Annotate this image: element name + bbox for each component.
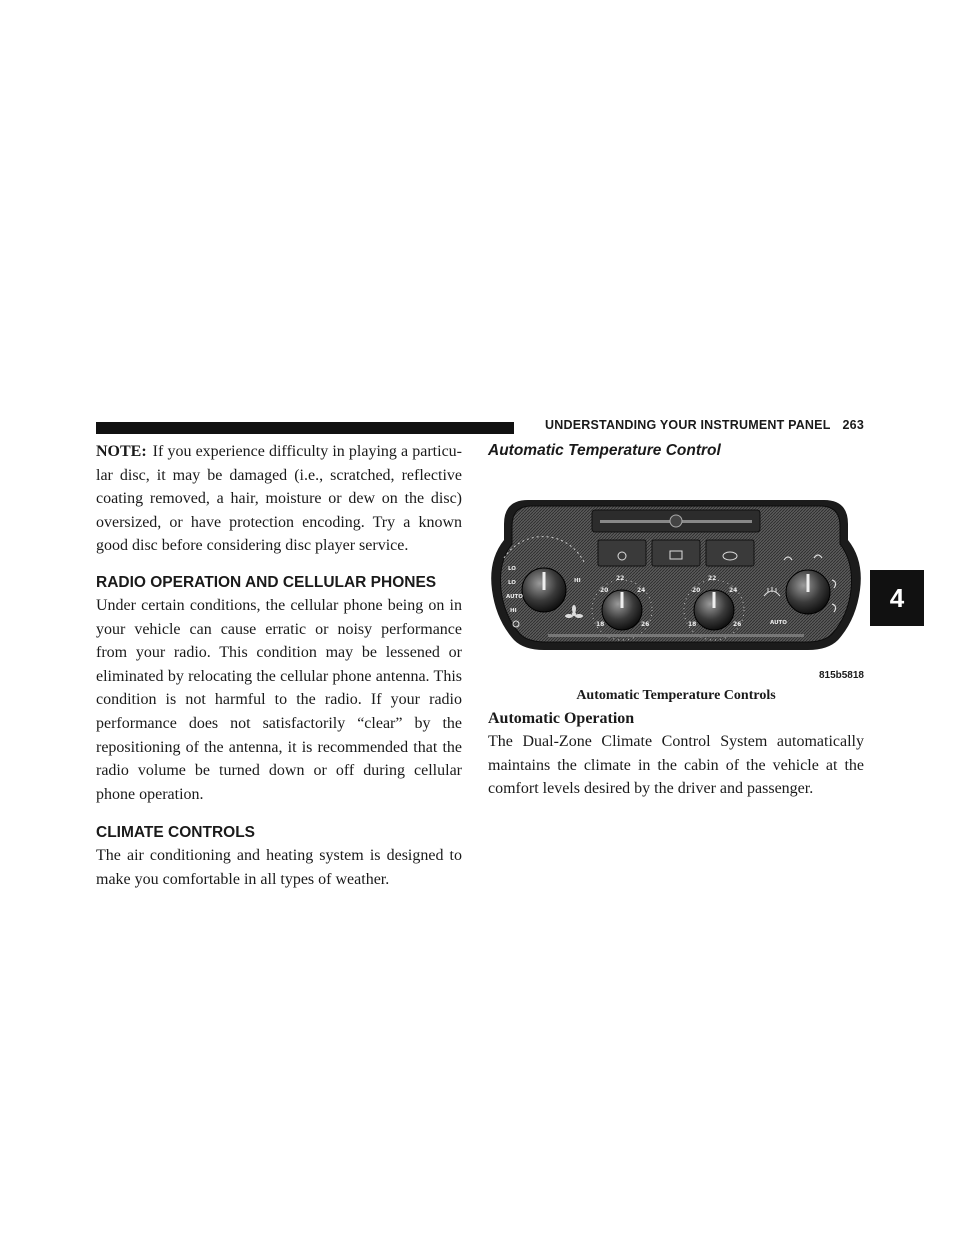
temp-right-24: 24 — [729, 587, 738, 594]
fan-label-lo-2: LO — [508, 580, 516, 586]
note-paragraph — [96, 440, 462, 558]
atc-heading: Automatic Temperature Control — [488, 442, 721, 459]
running-header — [528, 418, 864, 432]
fan-label-auto: AUTO — [506, 594, 523, 600]
chapter-tab: 4 — [870, 570, 924, 626]
temp-right-22: 22 — [708, 575, 717, 582]
figure-caption: Automatic Temperature Controls — [576, 688, 776, 703]
temp-right-20: 20 — [692, 587, 701, 594]
header-rule — [96, 422, 514, 434]
temp-left-24: 24 — [637, 587, 646, 594]
figure-id: 815b5818 — [818, 670, 864, 681]
temp-right-26: 26 — [733, 621, 742, 628]
right-column-bottom — [488, 708, 864, 801]
temp-left-18: 18 — [596, 621, 605, 628]
fan-label-lo-1: LO — [508, 566, 516, 572]
note-label: NOTE: — [96, 443, 147, 460]
climate-paragraph: The air conditioning and heating system is designed to make you comfortable in all types of weather. — [96, 847, 462, 888]
fan-label-hi-2: HI — [574, 578, 581, 584]
auto-operation-heading: Automatic Operation — [488, 710, 635, 727]
temp-left-26: 26 — [641, 621, 650, 628]
auto-operation-paragraph: The Dual-Zone Climate Control System automatically maintains the climate in the cabin of the vehicle at the comfort levels desired by the driver and passenger. — [488, 733, 864, 798]
temp-right-18: 18 — [688, 621, 697, 628]
temp-left-20: 20 — [600, 587, 609, 594]
radio-paragraph: Under certain conditions, the cellular phone being on in your vehicle can cause erratic or noisy performance from your radio. This condition may be lessened or eliminated by relocating the cellular phone antenna. This condition is not harmful to the radio. If your radio performance does not satisfactorily “clear” by the repositioning of the antenna, it is recommended that the radio volume be turned down or off during cellular phone operation. — [96, 596, 462, 803]
page-number: 263 — [842, 418, 864, 432]
fan-label-hi-1: HI — [510, 608, 517, 614]
climate-heading: CLIMATE CONTROLS — [96, 824, 256, 842]
mode-label-auto: AUTO — [770, 620, 787, 626]
section-title: UNDERSTANDING YOUR INSTRUMENT PANEL — [545, 418, 831, 432]
climate-panel-figure — [488, 500, 864, 700]
note-text: If you experience difficulty in playing a particu-lar disc, it may be damaged (i.e., scratched, reflective coating removed, a hair, moisture or dew on the disc) oversized, or have protection encoding. Try a known good disc before considering disc player service. — [96, 443, 462, 555]
left-column — [96, 440, 462, 892]
right-column-top — [488, 440, 864, 462]
temp-left-22: 22 — [616, 575, 625, 582]
climate-panel-illustration — [488, 500, 864, 670]
radio-heading: RADIO OPERATION AND CELLULAR PHONES — [96, 573, 437, 591]
